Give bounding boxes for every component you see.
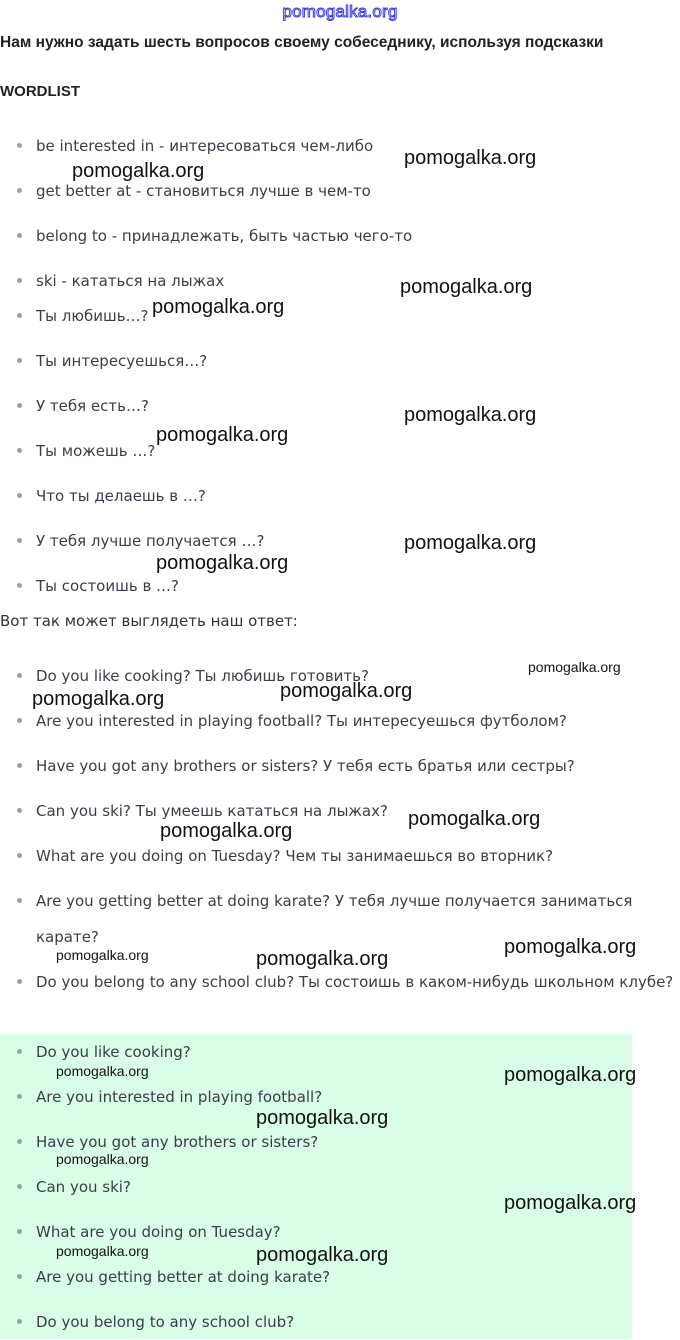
watermark: pomogalka.org — [56, 1243, 149, 1259]
watermark: pomogalka.org — [256, 948, 389, 970]
bullet-icon — [17, 233, 22, 238]
site-logo[interactable]: pomogalka.org — [282, 2, 398, 21]
bullet-icon — [17, 313, 22, 318]
bullet-icon — [17, 1139, 22, 1144]
watermark: pomogalka.org — [152, 296, 285, 318]
task-description: Нам нужно задать шесть вопросов своему собеседнику, используя подсказки — [0, 34, 604, 51]
watermark: pomogalka.org — [404, 404, 537, 426]
bullet-icon — [17, 673, 22, 678]
watermark: pomogalka.org — [56, 947, 149, 963]
bullet-icon — [17, 358, 22, 363]
watermark: pomogalka.org — [256, 1244, 389, 1266]
bullet-icon — [17, 1319, 22, 1324]
bullet-icon — [17, 1274, 22, 1279]
bullet-icon — [17, 278, 22, 283]
bullet-icon — [17, 493, 22, 498]
bullet-icon — [17, 583, 22, 588]
watermark: pomogalka.org — [72, 160, 205, 182]
watermark: pomogalka.org — [280, 680, 413, 702]
bullet-icon — [17, 808, 22, 813]
watermark: pomogalka.org — [256, 1107, 389, 1129]
bullet-icon — [17, 448, 22, 453]
watermark: pomogalka.org — [404, 532, 537, 554]
bullet-icon — [17, 763, 22, 768]
watermark: pomogalka.org — [528, 659, 621, 675]
watermark: pomogalka.org — [56, 1151, 149, 1167]
bullet-icon — [17, 853, 22, 858]
watermark: pomogalka.org — [160, 820, 293, 842]
wordlist-heading: WORDLIST — [0, 83, 80, 100]
watermark: pomogalka.org — [504, 1064, 637, 1086]
bullet-icon — [17, 1229, 22, 1234]
watermark: pomogalka.org — [400, 276, 533, 298]
bullet-icon — [17, 188, 22, 193]
watermark: pomogalka.org — [156, 424, 289, 446]
answer-intro: Вот так может выглядеть наш ответ: — [0, 612, 298, 630]
watermark: pomogalka.org — [408, 808, 541, 830]
bullet-icon — [17, 1184, 22, 1189]
watermark: pomogalka.org — [156, 552, 289, 574]
bullet-icon — [17, 1049, 22, 1054]
bullet-icon — [17, 143, 22, 148]
watermark: pomogalka.org — [504, 936, 637, 958]
watermark: pomogalka.org — [56, 1063, 149, 1079]
watermark: pomogalka.org — [404, 147, 537, 169]
bullet-icon — [17, 538, 22, 543]
bullet-icon — [17, 718, 22, 723]
watermark: pomogalka.org — [32, 688, 165, 710]
bullet-icon — [17, 1094, 22, 1099]
bullet-icon — [17, 403, 22, 408]
watermark: pomogalka.org — [504, 1192, 637, 1214]
bullet-icon — [17, 979, 22, 984]
bullet-icon — [17, 898, 22, 903]
